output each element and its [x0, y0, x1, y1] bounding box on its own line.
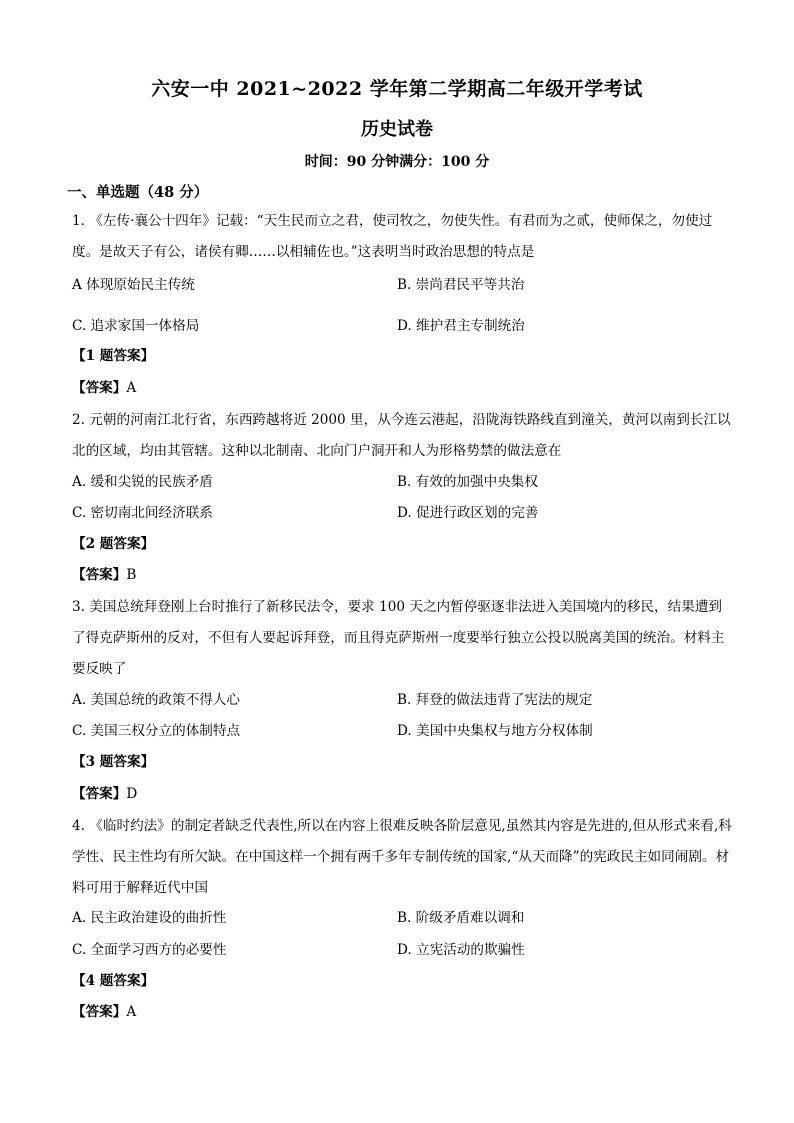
question-2-answer-tag: 【2 题答案】	[72, 536, 155, 552]
question-1-option-a: A 体现原始民主传统	[72, 277, 195, 293]
question-3-answer	[72, 784, 137, 804]
answer-label: 【答案】	[72, 380, 127, 396]
answer-value: A	[126, 1004, 137, 1020]
answer-label: 【答案】	[72, 567, 127, 583]
question-2-option-d: D. 促进行政区划的完善	[397, 505, 539, 521]
section-heading: 一、单选题（48 分）	[67, 184, 209, 201]
exam-title: 六安一中 2021~2022 学年第二学期高二年级开学考试	[151, 78, 643, 100]
question-1-stem: 1. 《左传·襄公十四年》记载：“天生民而立之君，使司牧之，勿使失性。有君而为之贰，使师保之，勿使过度。是故天子有公，诸侯有卿……以相辅佐也。”这表明当时政治思想的特点是	[72, 213, 713, 260]
question-3-option-b: B. 拜登的做法违背了宪法的规定	[397, 692, 593, 708]
question-2-option-a: A. 缓和尖锐的民族矛盾	[72, 474, 213, 490]
answer-value: A	[126, 380, 137, 396]
question-2-option-c: C. 密切南北间经济联系	[72, 505, 213, 521]
question-4-option-c: C. 全面学习西方的必要性	[72, 942, 227, 958]
answer-value: D	[126, 786, 138, 802]
answer-value: B	[126, 567, 137, 583]
answer-label: 【答案】	[72, 786, 127, 802]
question-1-answer-tag: 【1 题答案】	[72, 348, 155, 364]
answer-label: 【答案】	[72, 1004, 127, 1020]
question-2-stem: 2. 元朝的河南江北行省，东西跨越将近 2000 里，从今连云港起，沿陇海铁路线直到潼关，黄河以南到长江以北的区域，均由其管辖。这种以北制南、北向门户洞开和人为形格势禁的做法意在	[72, 412, 731, 459]
question-4-option-b: B. 阶级矛盾难以调和	[397, 910, 525, 926]
question-4-stem: 4. 《临时约法》的制定者缺乏代表性,所以在内容上很难反映各阶层意见,虽然其内容是先进的,但从形式来看,科学性、民主性均有所欠缺。在中国这样一个拥有两千多年专制传统的国家,“从天而降”的宪政民主如同闹剧。材料可用于解释近代中国	[72, 818, 732, 896]
question-1-option-c: C. 追求家国一体格局	[72, 318, 200, 334]
question-3-stem: 3. 美国总统拜登刚上台时推行了新移民法令，要求 100 天之内暂停驱逐非法进入美国境内的移民，结果遭到了得克萨斯州的反对，不但有人要起诉拜登，而且得克萨斯州一度要举行独立公投以脱离美国的统治。材料主要反映了	[72, 599, 725, 677]
question-2-option-b: B. 有效的加强中央集权	[397, 474, 538, 490]
question-1-option-d: D. 维护君主专制统治	[397, 318, 525, 334]
question-1-answer	[72, 378, 136, 398]
exam-time-score: 时间：90 分钟满分：100 分	[304, 154, 490, 170]
question-4-option-d: D. 立宪活动的欺骗性	[397, 942, 525, 958]
question-3-option-c: C. 美国三权分立的体制特点	[72, 723, 241, 739]
question-2-answer	[72, 565, 136, 585]
exam-subtitle: 历史试卷	[361, 119, 433, 140]
question-4-option-a: A. 民主政治建设的曲折性	[72, 910, 227, 926]
question-3-option-a: A. 美国总统的政策不得人心	[72, 692, 240, 708]
question-3-answer-tag: 【3 题答案】	[72, 754, 155, 770]
question-4-answer-tag: 【4 题答案】	[72, 973, 155, 989]
question-3-option-d: D. 美国中央集权与地方分权体制	[397, 723, 593, 739]
question-4-answer	[72, 1002, 136, 1022]
question-1-option-b: B. 崇尚君民平等共治	[397, 277, 525, 293]
